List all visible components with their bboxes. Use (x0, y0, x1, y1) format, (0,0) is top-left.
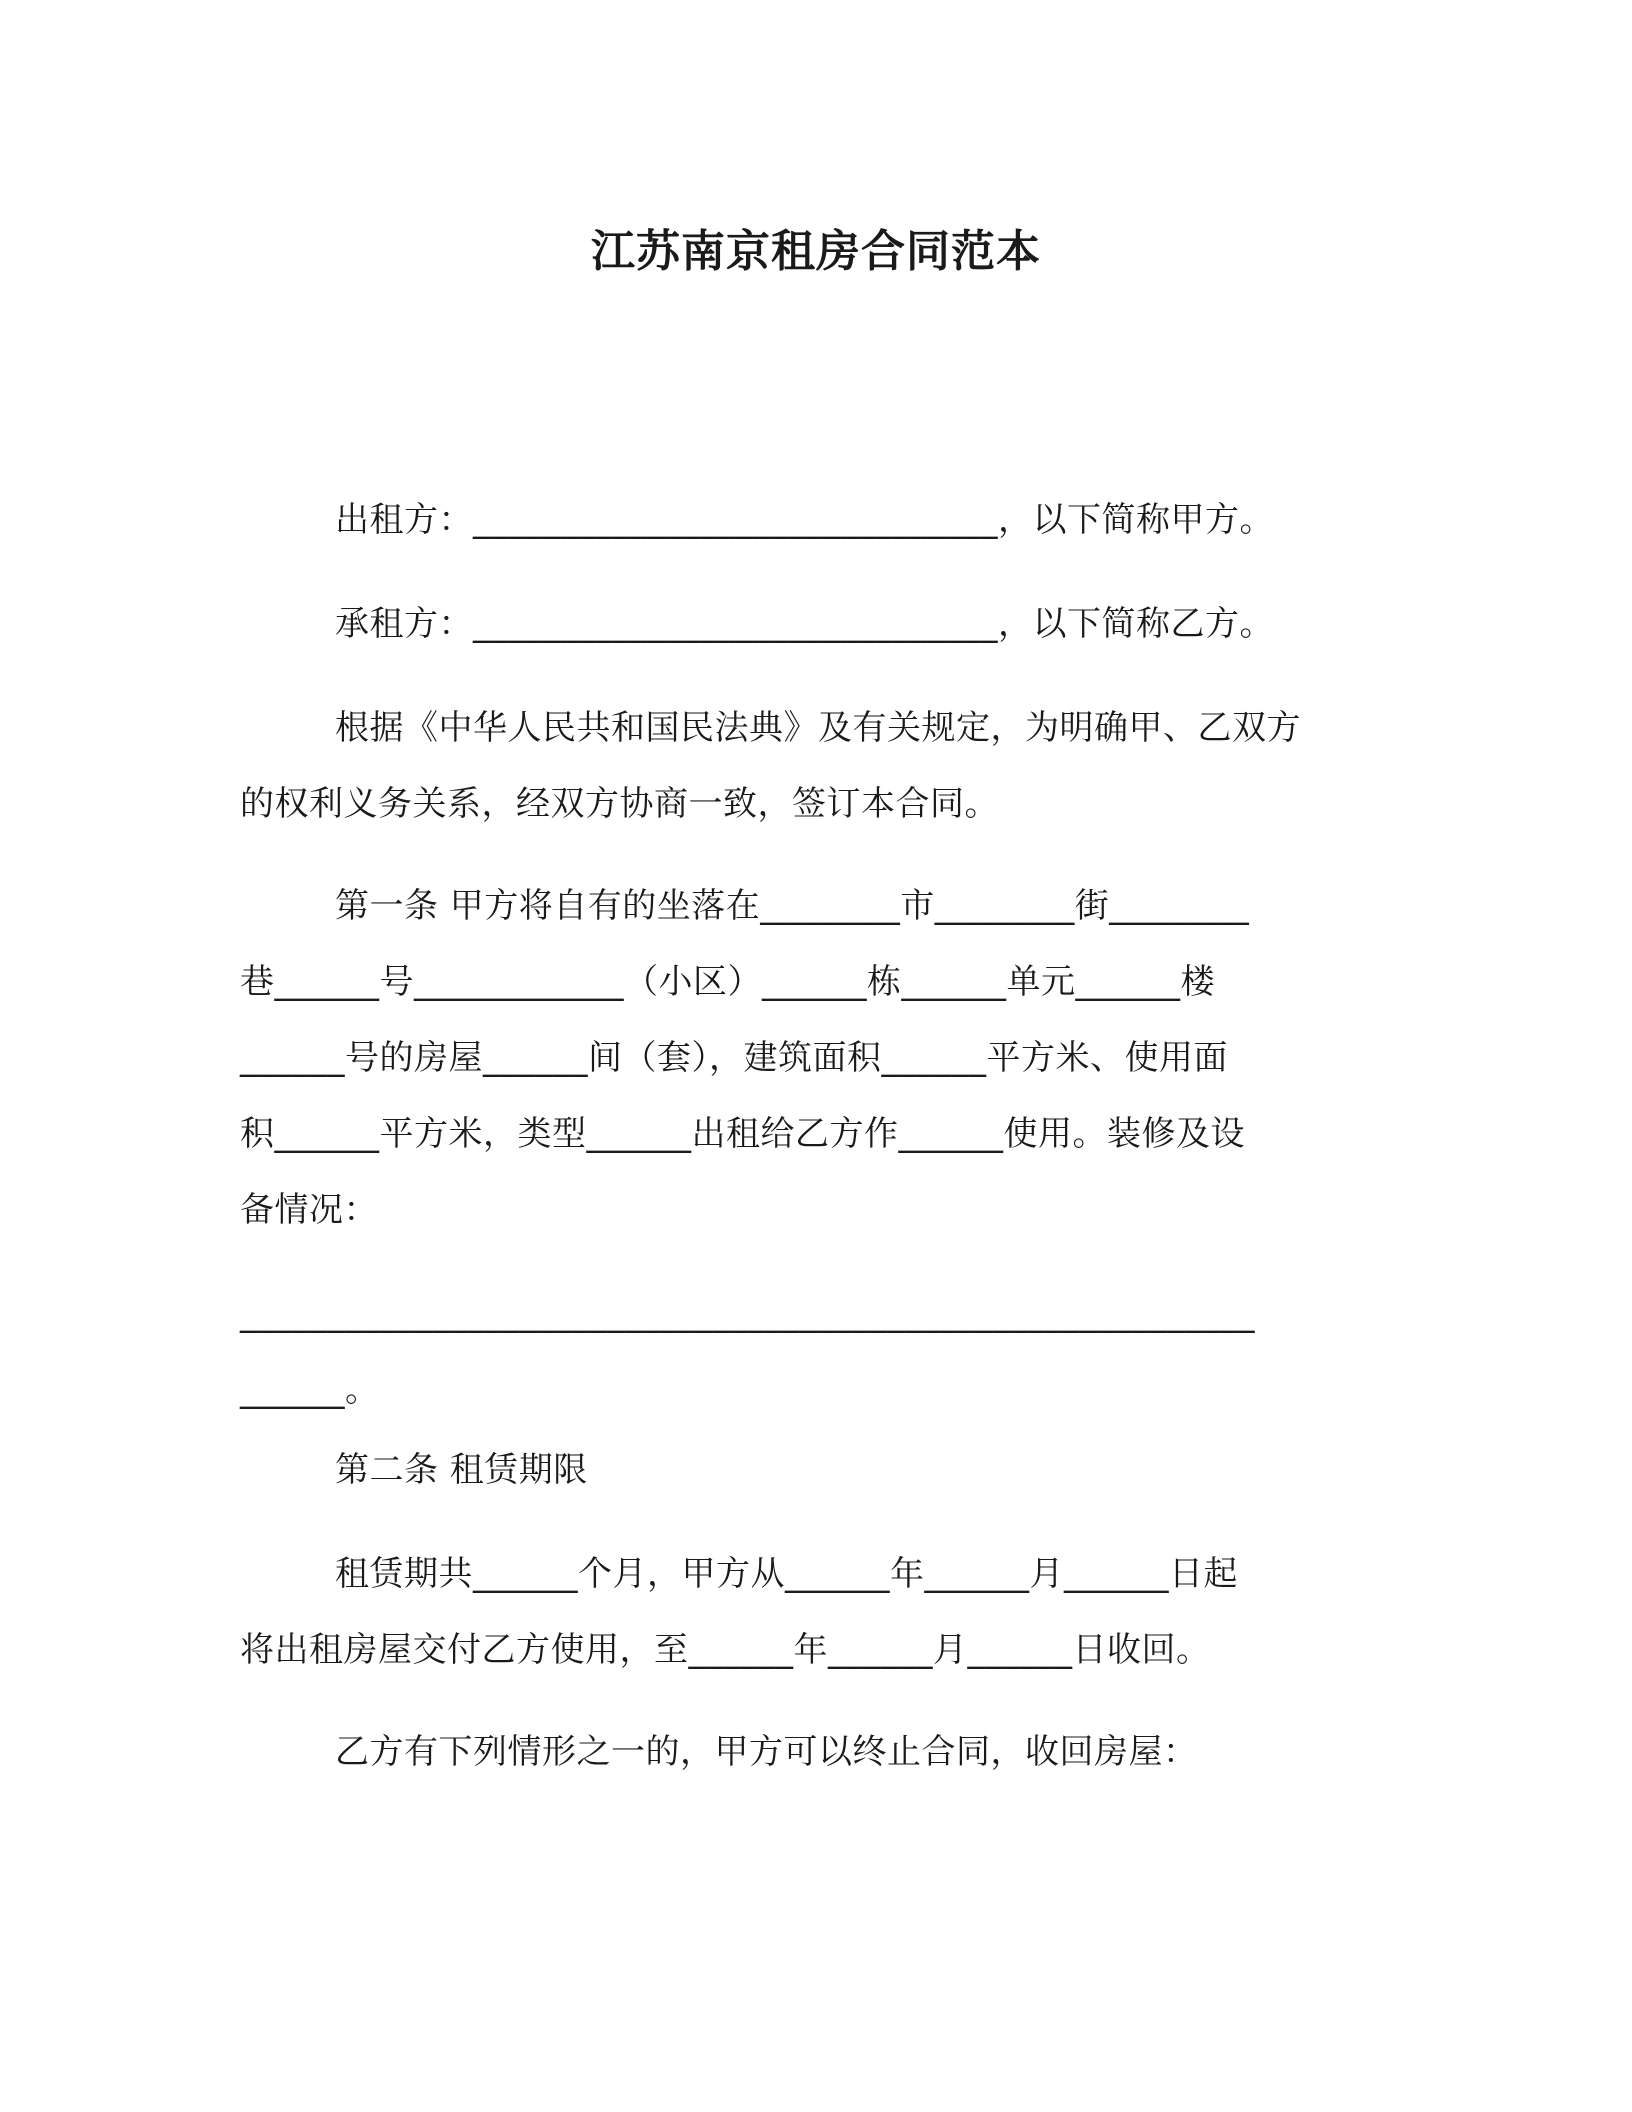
preamble-line-2: 的权利义务关系，经双方协商一致，签订本合同。 (240, 784, 999, 824)
article1-line-3: ______号的房屋______间（套），建筑面积______平方米、使用面 (240, 1038, 1228, 1078)
article1-line-2: 巷______号____________（小区）______栋______单元______楼 (240, 962, 1215, 1002)
article1-line-5: 备情况： (240, 1190, 378, 1230)
preamble-line-1: 根据《中华人民共和国民法典》及有关规定，为明确甲、乙双方 (335, 708, 1301, 748)
termination-intro: 乙方有下列情形之一的，甲方可以终止合同，收回房屋： (335, 1732, 1198, 1772)
decoration-blank-end: ______。 (240, 1370, 380, 1410)
lessee-line: 承租方：______________________________，以下简称乙方。 (335, 604, 1274, 644)
document-title: 江苏南京租房合同范本 (591, 226, 1041, 277)
term-line-1: 租赁期共______个月，甲方从______年______月______日起 (335, 1554, 1238, 1594)
lessor-line: 出租方：______________________________，以下简称甲方。 (335, 500, 1274, 540)
decoration-blank-line: __________________________________________________________ (240, 1294, 1255, 1334)
article1-line-1: 第一条 甲方将自有的坐落在________市________街________ (335, 886, 1250, 926)
term-line-2: 将出租房屋交付乙方使用，至______年______月______日收回。 (240, 1630, 1211, 1670)
article2-heading: 第二条 租赁期限 (335, 1450, 588, 1490)
article1-line-4: 积______平方米，类型______出租给乙方作______使用。装修及设 (240, 1114, 1245, 1154)
